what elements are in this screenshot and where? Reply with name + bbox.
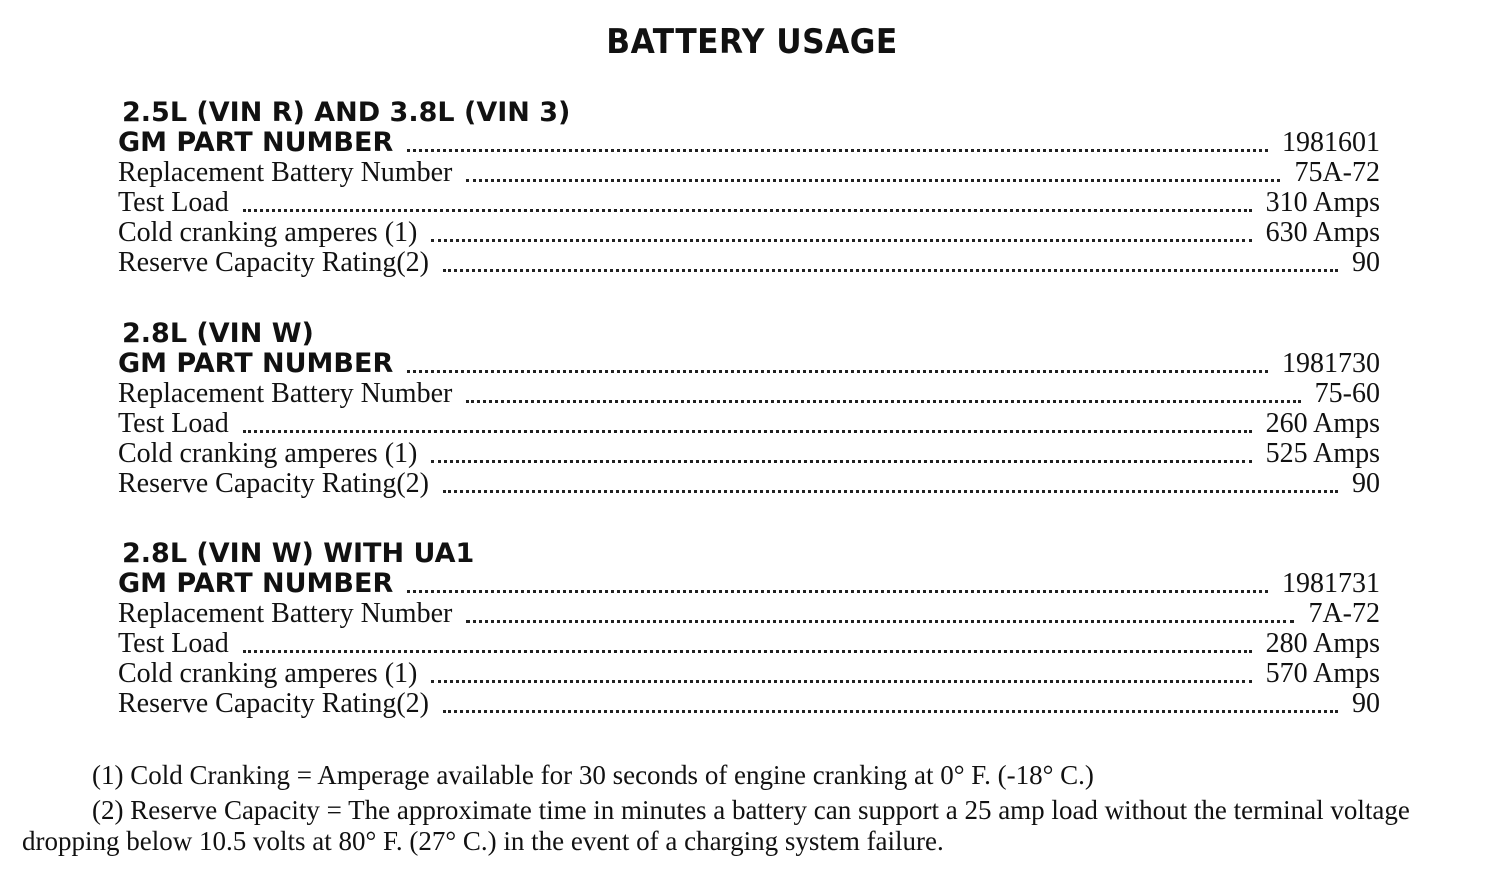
row-label: Cold cranking amperes (1) (118, 658, 418, 689)
row-value: 280 Amps (1265, 628, 1380, 659)
dot-leader (407, 590, 1268, 593)
row-label: Test Load (118, 628, 229, 659)
section-heading: 2.5L (VIN R) AND 3.8L (VIN 3) (122, 97, 571, 128)
dot-leader (407, 370, 1268, 373)
row-label: Test Load (118, 187, 229, 218)
test-load-row (118, 409, 1380, 439)
gm-part-number-row (118, 128, 1380, 158)
dot-leader (466, 179, 1280, 182)
dot-leader (431, 680, 1251, 683)
row-label: Replacement Battery Number (118, 378, 453, 409)
dot-leader (431, 239, 1251, 242)
row-label: Cold cranking amperes (1) (118, 217, 418, 248)
section-heading: 2.8L (VIN W) WITH UA1 (122, 538, 475, 569)
row-value: 75-60 (1314, 378, 1380, 409)
dot-leader (431, 460, 1251, 463)
row-label: Reserve Capacity Rating(2) (118, 688, 430, 719)
row-value: 525 Amps (1265, 438, 1380, 469)
cold-cranking-row (118, 659, 1380, 689)
row-value: 90 (1352, 468, 1380, 499)
page-title: BATTERY USAGE (606, 22, 898, 62)
row-label: GM PART NUMBER (118, 348, 394, 379)
row-value: 90 (1352, 688, 1380, 719)
row-label: GM PART NUMBER (118, 568, 394, 599)
row-value: 75A-72 (1294, 157, 1380, 188)
battery-section-2-8l-ua1 (118, 539, 1380, 719)
section-heading: 2.8L (VIN W) (122, 318, 314, 349)
row-value: 90 (1352, 247, 1380, 278)
row-label: Replacement Battery Number (118, 157, 453, 188)
row-value: 260 Amps (1265, 408, 1380, 439)
row-value: 7A-72 (1308, 598, 1380, 629)
dot-leader (443, 710, 1338, 713)
footnote-reserve-capacity: (2) Reserve Capacity = The approximate time in minutes a battery can support a 25 amp load without the terminal voltage dropping below 10.5 volts at 80° F. (27° C.) in the event of a charging system failure. (22, 795, 1410, 856)
test-load-row (118, 629, 1380, 659)
replacement-battery-row (118, 379, 1380, 409)
gm-part-number-row (118, 569, 1380, 599)
row-label: Test Load (118, 408, 229, 439)
row-value: 1981731 (1282, 568, 1380, 599)
dot-leader (407, 149, 1268, 152)
reserve-capacity-row (118, 469, 1380, 499)
dot-leader (443, 490, 1338, 493)
row-label: Cold cranking amperes (1) (118, 438, 418, 469)
battery-section-2-8l (118, 319, 1380, 499)
footnotes (22, 758, 1482, 857)
test-load-row (118, 188, 1380, 218)
dot-leader (243, 430, 1252, 433)
cold-cranking-row (118, 439, 1380, 469)
row-value: 310 Amps (1265, 187, 1380, 218)
dot-leader (243, 650, 1252, 653)
row-label: Reserve Capacity Rating(2) (118, 468, 430, 499)
dot-leader (466, 620, 1294, 623)
gm-part-number-row (118, 349, 1380, 379)
battery-section-2-5l-3-8l (118, 98, 1380, 278)
reserve-capacity-row (118, 689, 1380, 719)
row-value: 630 Amps (1265, 217, 1380, 248)
dot-leader (243, 209, 1252, 212)
dot-leader (466, 400, 1300, 403)
row-label: GM PART NUMBER (118, 127, 394, 158)
footnote-cold-cranking: (1) Cold Cranking = Amperage available for 30 seconds of engine cranking at 0° F. (-18° C.) (92, 760, 1094, 790)
reserve-capacity-row (118, 248, 1380, 278)
row-label: Reserve Capacity Rating(2) (118, 247, 430, 278)
row-value: 1981601 (1282, 127, 1380, 158)
dot-leader (443, 269, 1338, 272)
row-value: 1981730 (1282, 348, 1380, 379)
replacement-battery-row (118, 158, 1380, 188)
cold-cranking-row (118, 218, 1380, 248)
row-value: 570 Amps (1265, 658, 1380, 689)
replacement-battery-row (118, 599, 1380, 629)
row-label: Replacement Battery Number (118, 598, 453, 629)
